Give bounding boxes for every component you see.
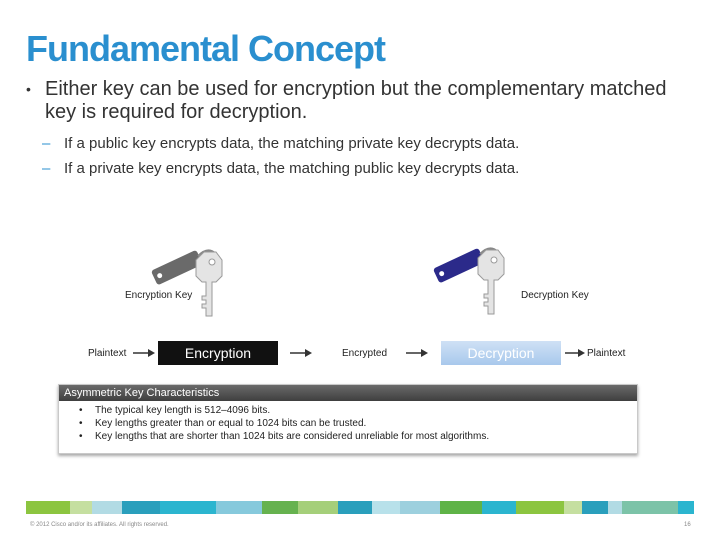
panel-title: Asymmetric Key Characteristics [59,385,637,401]
list-item: • Key lengths greater than or equal to 1024 bits can be trusted. [95,417,637,430]
encrypted-label: Encrypted [342,348,388,359]
list-item: • Key lengths that are shorter than 1024 bits are considered unreliable for most algorithms. [95,430,637,443]
encryption-key-label: Encryption Key [125,290,193,301]
decryption-key-label: Decryption Key [521,290,589,301]
dash-icon: – [42,160,51,177]
key-tag [433,248,485,284]
arrow-right-icon [133,348,155,358]
slide-title: Fundamental Concept [26,28,386,69]
copyright-text: © 2012 Cisco and/or its affiliates. All rights reserved. [30,522,169,528]
decryption-box: Decryption [441,341,561,365]
bullet-dot: • [26,81,31,97]
sub-bullet-text: If a private key encrypts data, the matching public key decrypts data. [64,160,520,177]
key-tag [151,250,203,286]
plaintext-output-label: Plaintext [587,348,626,359]
footer-color-bar [26,501,694,514]
arrow-right-icon [565,348,585,358]
arrow-right-icon [290,348,312,358]
sub-bullet-text: If a public key encrypts data, the matching private key decrypts data. [64,135,520,152]
dash-icon: – [42,135,51,152]
page-number: 16 [684,522,691,528]
decryption-key-icon [430,228,526,324]
encryption-key-icon [148,230,244,326]
asymmetric-key-panel [58,384,638,454]
plaintext-input-label: Plaintext [88,348,127,359]
list-item: • The typical key length is 512–4096 bits. [95,404,637,417]
encryption-box: Encryption [158,341,278,365]
main-bullet-text: Either key can be used for encryption but the complementary matched key is required for decryption. [45,78,667,123]
arrow-right-icon [406,348,428,358]
panel-list [59,404,637,443]
